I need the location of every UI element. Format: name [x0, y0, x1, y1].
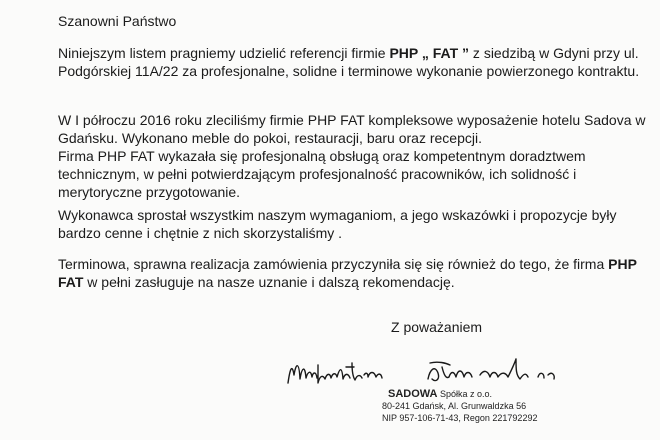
p1-text-c: z siedzibą w Gdyni przy ul. Podgórskiej 11A/22 za profesjonalne, solidne i terminowe wykonanie powierzonego kontraktu. — [58, 45, 640, 79]
company-stamp — [382, 388, 602, 424]
p1-company-name: PHP „ FAT ” — [389, 45, 470, 61]
stamp-address: 80-241 Gdańsk, Al. Grunwaldzka 56 — [382, 401, 527, 411]
stamp-company-name: SADOWA — [388, 388, 438, 400]
p2-line-1: W I półroczu 2016 roku zleciliśmy firmie PHP FAT kompleksowe wyposażenie hotelu Sadova w Gdańsku. Wykonano meble do pokoi, restauracji, baru oraz recepcji. — [58, 112, 646, 146]
p1-text-a: Niniejszym listem pragniemy udzielić referencji firmie — [58, 45, 390, 61]
paragraph-recommendation — [58, 255, 650, 291]
stamp-company-suffix: Spółka z o.o. — [437, 389, 493, 399]
stamp-ids: NIP 957-106-71-43, Regon 221792292 — [382, 413, 538, 423]
paragraph-reference — [58, 44, 650, 80]
p4-text-c: w pełni zasługuje na nasze uznanie i dalszą rekomendację. — [83, 274, 455, 290]
paragraph-scope — [58, 111, 650, 201]
p4-company-name: PHP FAT — [58, 256, 637, 290]
paragraph-requirements: Wykonawca sprostał wszystkim naszym wymaganiom, a jego wskazówki i propozycje były bardzo cenne i chętnie z nich skorzystaliśmy . — [58, 207, 617, 241]
closing: Z poważaniem — [391, 319, 483, 335]
p4-text-a: Terminowa, sprawna realizacja zamówienia przyczyniła się się również do tego, że firma — [58, 256, 609, 272]
p2-line-2: Firma PHP FAT wykazała się profesjonalną obsługą oraz kompetentnym doradztwem technicznym, w pełni potwierdzającym profesjonalność pracowników, ich solidność i merytoryczne przygotowanie. — [58, 148, 586, 200]
greeting: Szanowni Państwo — [58, 13, 177, 29]
